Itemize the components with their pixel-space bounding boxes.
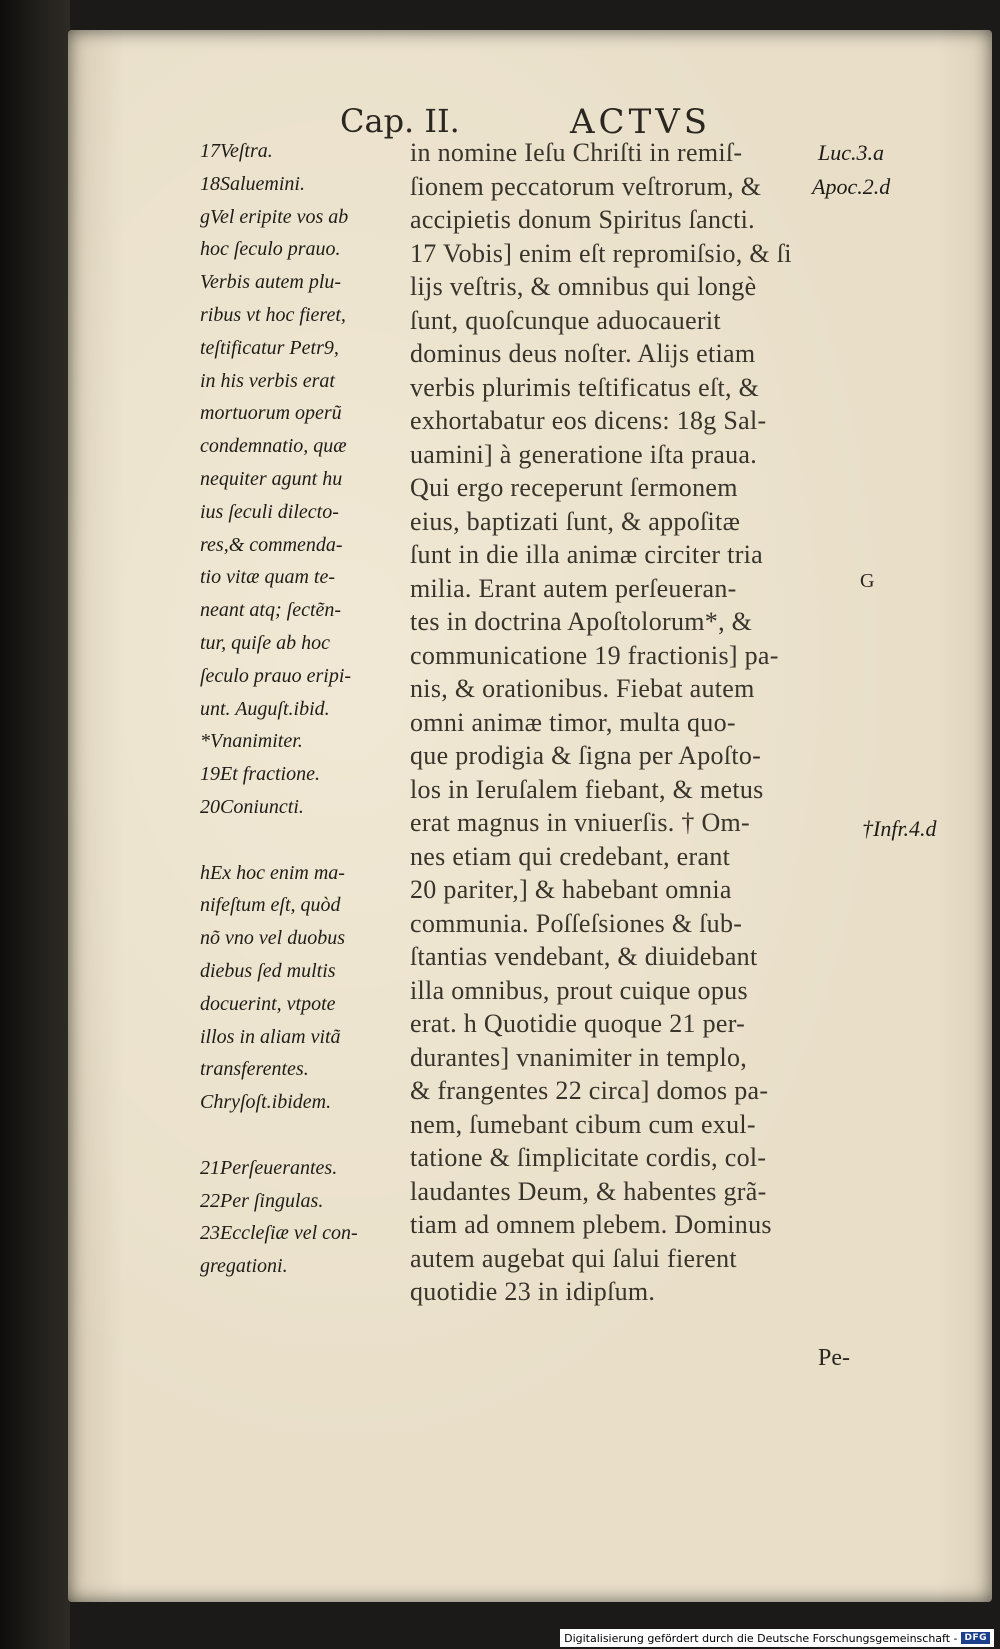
gloss-line: 23Eccleſiæ vel con- (200, 1222, 358, 1245)
gloss-line: nifeſtum eſt, quòd (200, 894, 341, 917)
gloss-line: condemnatio, quæ (200, 435, 347, 458)
side-ref-luc: Luc.3.a (818, 140, 884, 165)
gloss-line: ſeculo prauo eripi- (200, 664, 352, 687)
gloss-line: ribus vt hoc fieret, (200, 304, 346, 326)
main-text-line: 20 pariter,] & habebant omnia (410, 875, 732, 904)
main-text-line: eius, baptizati ſunt, & appoſitæ (410, 506, 741, 536)
running-title: ACTVS (570, 102, 712, 142)
main-text-line: nem, ſumebant cibum cum exul- (410, 1109, 756, 1139)
gloss-line: gVel eripite vos ab (200, 205, 349, 228)
gloss-line: 21Perſeuerantes. (200, 1156, 338, 1179)
main-text-line: nes etiam qui credebant, erant (410, 841, 731, 871)
main-text-line: lijs veſtris, & omnibus qui longè (410, 272, 757, 301)
main-text-line: in nomine Ieſu Chriſti in remiſ- (410, 138, 743, 167)
main-text-line: tes in doctrina Apoſtolorum*, & (410, 607, 753, 636)
main-text-line: autem augebat qui ſalui fierent (410, 1243, 737, 1273)
gloss-line: tur, quiſe ab hoc (200, 632, 330, 654)
gloss-line: Chryſoſt.ibidem. (200, 1091, 332, 1114)
main-text-line: accipietis donum Spiritus ſancti. (410, 205, 755, 234)
side-ref-infr: †Infr.4.d (862, 816, 937, 841)
main-text-line: Qui ergo receperunt ſermonem (410, 473, 738, 502)
main-text-line: dominus deus noſter. Alijs etiam (410, 339, 756, 368)
main-text-line: ſunt, quoſcunque aduocauerit (410, 305, 721, 335)
main-text-line: erat. h Quotidie quoque 21 per- (410, 1009, 746, 1038)
gloss-line: nõ vno vel duobus (200, 927, 345, 950)
gloss-line: 19Et fractione. (200, 763, 320, 786)
main-text-line: milia. Erant autem perſeueran- (410, 573, 737, 603)
side-ref-apoc: Apoc.2.d (812, 174, 891, 199)
gloss-line: tio vitæ quam te- (200, 566, 335, 589)
dfg-logo: DFG (961, 1632, 990, 1644)
main-text-line: uamini] à generatione iſta praua. (410, 439, 758, 469)
gloss-line: hEx hoc enim ma- (200, 861, 345, 884)
gloss-line: docuerint, vtpote (200, 992, 336, 1015)
gloss-line: 18Saluemini. (200, 172, 305, 195)
gloss-line: ius ſeculi dilecto- (200, 500, 339, 523)
gloss-line: mortuorum operũ (200, 402, 342, 425)
signature-mark: G (860, 570, 875, 592)
main-text-line: ſunt in die illa animæ circiter tria (410, 540, 764, 569)
catchword: Pe- (818, 1345, 850, 1371)
gloss-line: *Vnanimiter. (200, 730, 303, 753)
main-text-line: verbis plurimis teſtificatus eſt, & (410, 372, 760, 402)
main-text-line: los in Ieruſalem fiebant, & metus (410, 774, 764, 804)
gloss-line: unt. Auguſt.ibid. (200, 697, 330, 720)
main-text-line: que prodigia & ſigna per Apoſto- (410, 741, 762, 770)
gloss-line: teſtificatur Petr9, (200, 336, 339, 359)
gloss-line: nequiter agunt hu (200, 468, 343, 490)
gloss-line: transferentes. (200, 1058, 309, 1081)
main-text-line: & frangentes 22 circa] domos pa- (410, 1076, 769, 1105)
main-text-line: laudantes Deum, & habentes grã- (410, 1176, 767, 1206)
main-text-line: 17 Vobis] enim eſt repromiſsio, & ſi (410, 238, 792, 268)
main-text-line: nis, & orationibus. Fiebat autem (410, 674, 755, 703)
gloss-line: neant atq; ſectẽn- (200, 599, 342, 622)
digitization-footer (560, 1629, 994, 1647)
gloss-line: diebus ſed multis (200, 960, 336, 982)
main-text-line: communicatione 19 fractionis] pa- (410, 640, 779, 670)
gloss-line: hoc ſeculo prauo. (200, 238, 341, 261)
main-text-line: exhortabatur eos dicens: 18g Sal- (410, 406, 767, 435)
main-text-line: ſtantias vendebant, & diuidebant (410, 942, 758, 971)
gloss-line: 20Coniuncti. (200, 796, 304, 818)
gloss-line: 22Per ſingulas. (200, 1189, 324, 1212)
main-text-line: ſionem peccatorum veſtrorum, & (410, 171, 762, 201)
chapter-heading: Cap. II. (340, 102, 460, 140)
main-text-line: tiam ad omnem plebem. Dominus (410, 1210, 772, 1239)
main-text-line: tatione & ſimplicitate cordis, col- (410, 1143, 767, 1172)
gloss-line: illos in aliam vitã (200, 1025, 341, 1048)
main-text-line: omni animæ timor, multa quo- (410, 707, 736, 737)
main-text-line: erat magnus in vniuerſis. † Om- (410, 808, 751, 837)
main-text-line: durantes] vnanimiter in templo, (410, 1042, 748, 1072)
main-text-line: communia. Poſſeſsiones & ſub- (410, 908, 743, 938)
gloss-line: 17Veſtra. (200, 140, 273, 162)
gloss-line: Verbis autem plu- (200, 271, 342, 294)
main-text-line: quotidie 23 in idipſum. (410, 1277, 656, 1306)
book-spine-shadow (0, 0, 70, 1649)
main-text-line: illa omnibus, prout cuique opus (410, 975, 748, 1005)
gloss-line: in his verbis erat (200, 369, 335, 392)
gloss-line: res,& commenda- (200, 533, 343, 556)
footer-text: Digitalisierung gefördert durch die Deutsche Forschungsgemeinschaft - (564, 1631, 958, 1645)
gloss-line: gregationi. (200, 1255, 288, 1278)
